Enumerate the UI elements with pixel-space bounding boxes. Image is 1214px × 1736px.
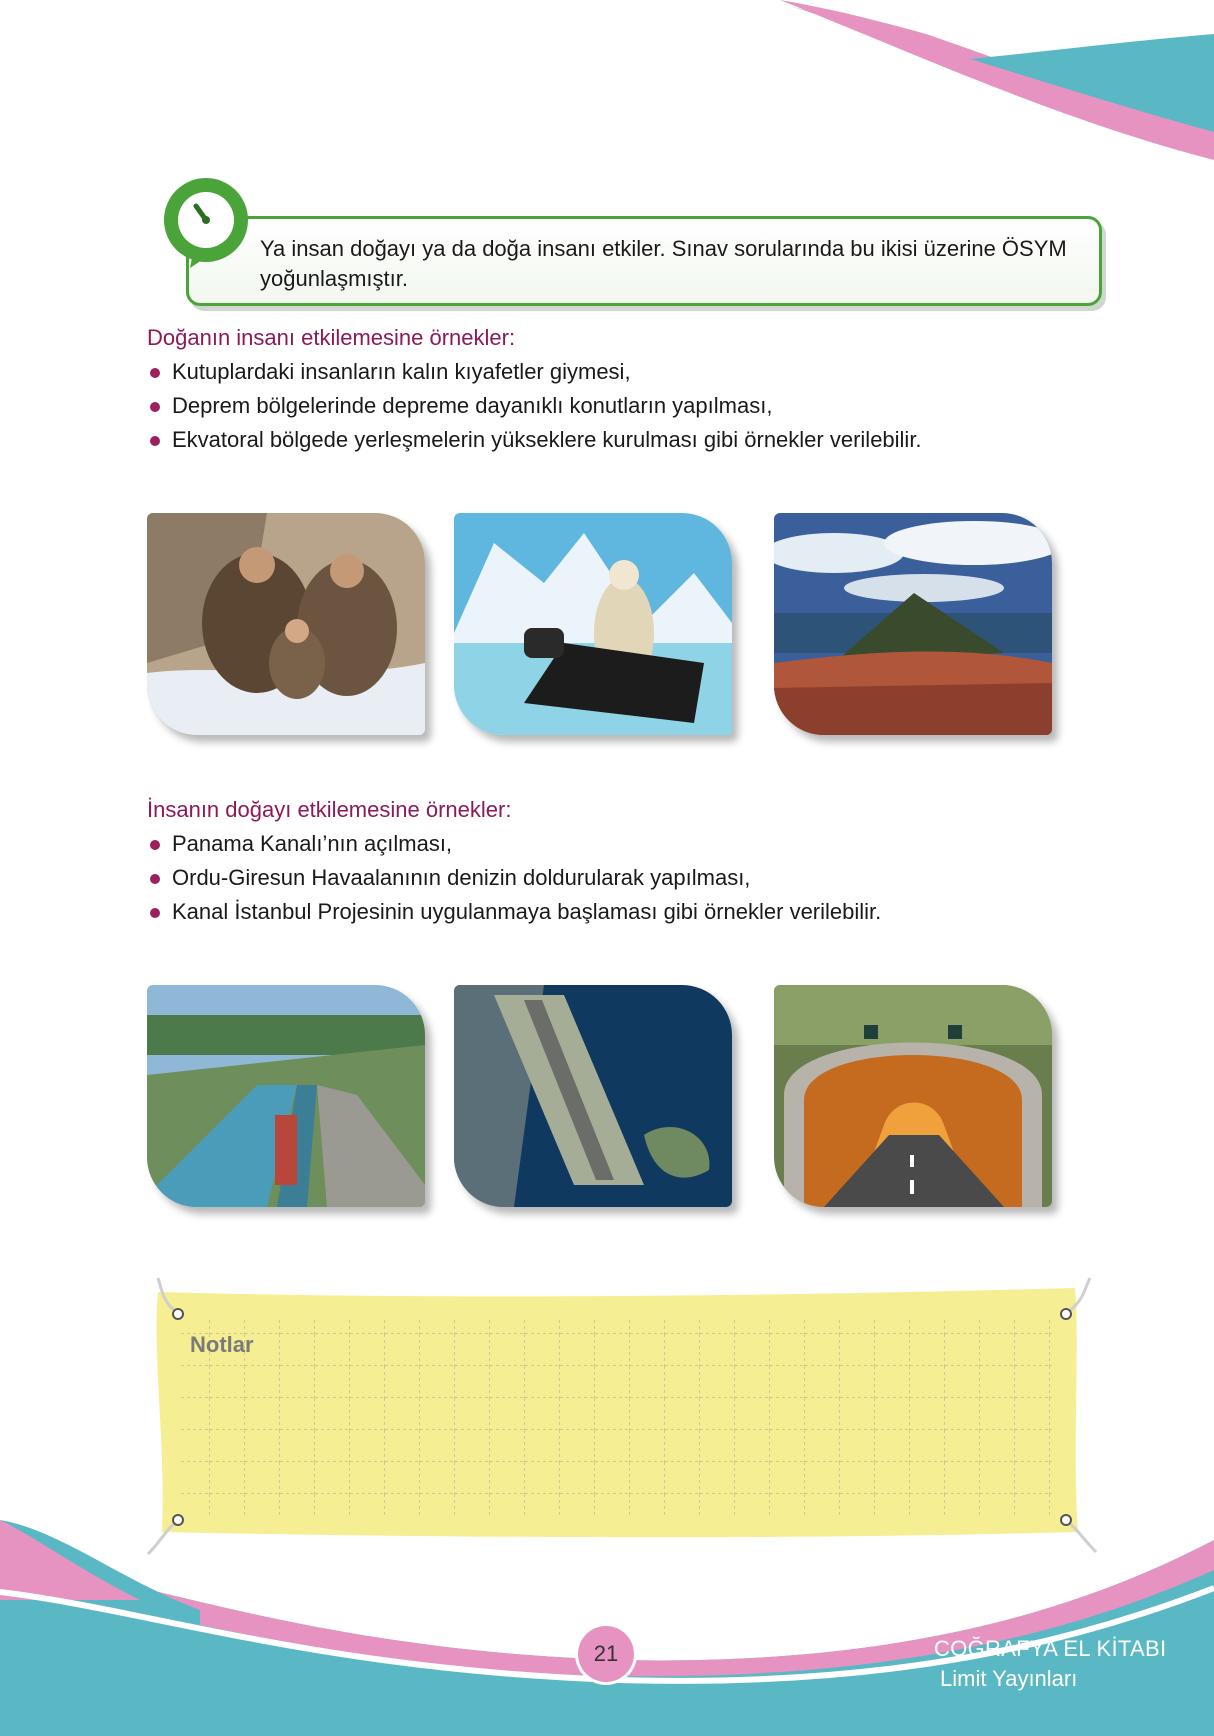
list-item: Ordu-Giresun Havaalanının denizin doldurularak yapılması,	[148, 861, 1148, 895]
photo-panama-canal	[147, 985, 425, 1207]
photo-highland-town	[774, 513, 1052, 735]
bullet-list-nature-affects-human	[148, 355, 1148, 457]
photo-polar-family	[147, 513, 425, 735]
list-item: Kutuplardaki insanların kalın kıyafetler giymesi,	[148, 355, 1148, 389]
bottom-wave-decoration	[0, 1500, 1214, 1736]
book-title: COĞRAFYA EL KİTABI	[934, 1636, 1167, 1661]
photo-tunnel	[774, 985, 1052, 1207]
photo-ordu-giresun-airport	[454, 985, 732, 1207]
section-heading-nature-affects-human: Doğanın insanı etkilemesine örnekler:	[147, 325, 516, 350]
notes-title: Notlar	[190, 1332, 254, 1357]
clock-icon	[162, 176, 256, 270]
list-item: Panama Kanalı’nın açılması,	[148, 827, 1148, 861]
top-wave-decoration	[0, 0, 1214, 160]
list-item: Deprem bölgelerinde depreme dayanıklı konutların yapılması,	[148, 389, 1148, 423]
list-item: Kanal İstanbul Projesinin uygulanmaya başlaması gibi örnekler verilebilir.	[148, 895, 1148, 929]
bullet-list-human-affects-nature	[148, 827, 1148, 929]
page-number: 21	[593, 1641, 619, 1666]
list-item: Ekvatoral bölgede yerleşmelerin yükseklere kurulması gibi örnekler verilebilir.	[148, 423, 1148, 457]
publisher-name: Limit Yayınları	[940, 1666, 1078, 1691]
photo-polar-snowmobile	[454, 513, 732, 735]
info-callout-text: Ya insan doğayı ya da doğa insanı etkiler. Sınav sorularında bu ikisi üzerine ÖSYM yoğunlaşmıştır.	[260, 236, 1067, 291]
section-heading-human-affects-nature: İnsanın doğayı etkilemesine örnekler:	[147, 797, 512, 822]
